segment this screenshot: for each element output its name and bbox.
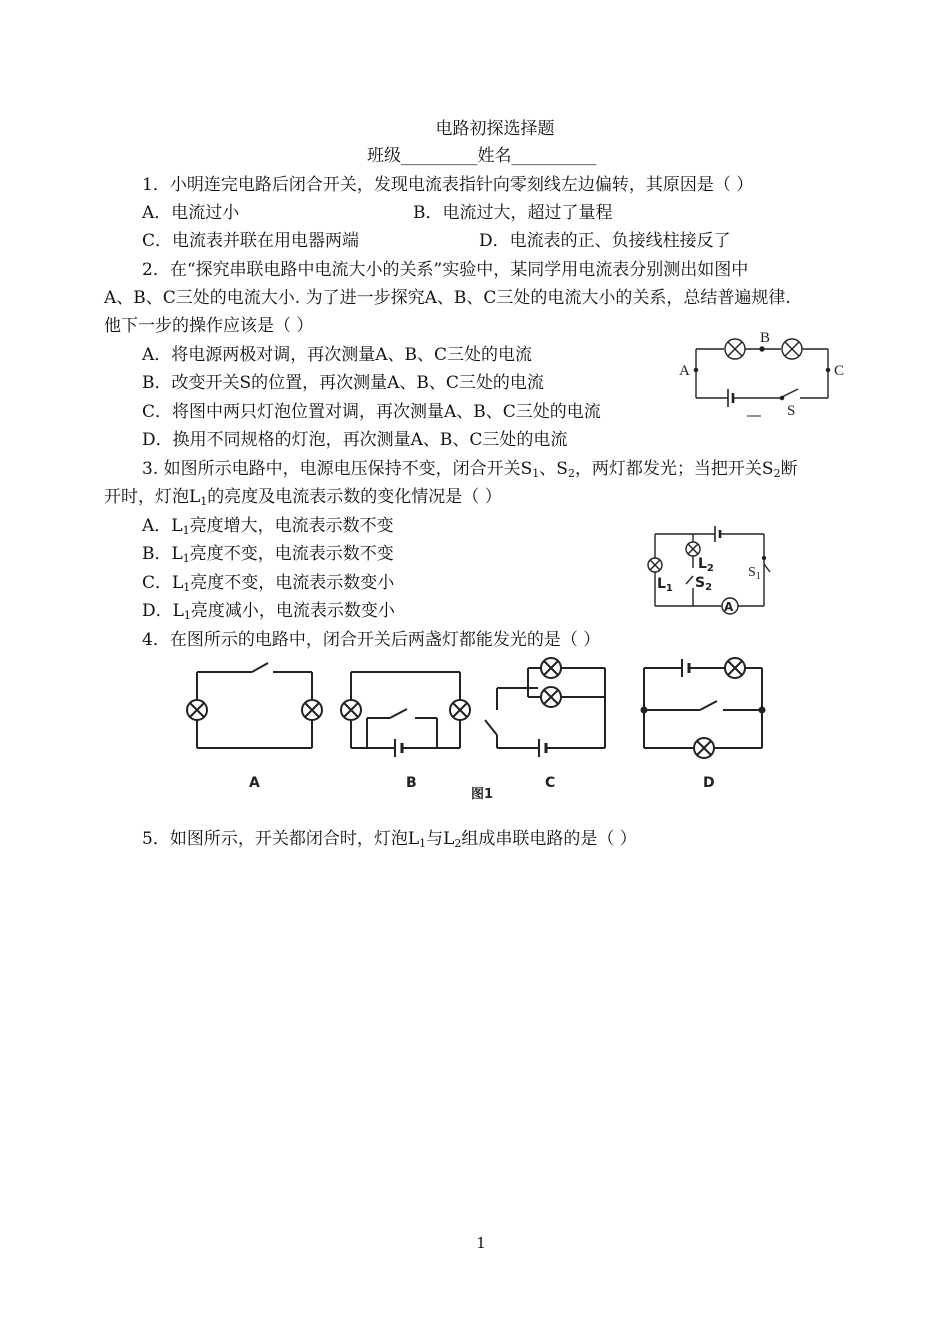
q4-stem: 4．在图所示的电路中，闭合开关后两盏灯都能发光的是（ ） xyxy=(142,630,601,650)
q2-stem-line3: 他下一步的操作应该是（ ） xyxy=(104,316,314,336)
q1-stem: 1．小明连完电路后闭合开关，发现电流表指针向零刻线左边偏转，其原因是（ ） xyxy=(142,175,754,195)
q3-option-b: B．$L_1$亮度不变，电流表示数不变 xyxy=(142,544,394,565)
q3-circuit-diagram xyxy=(640,522,775,618)
circuit-d xyxy=(642,658,765,758)
switch-s2-icon xyxy=(686,576,693,584)
q2-option-a: A．将电源两极对调，再次测量A、B、C三处的电流 xyxy=(142,345,533,365)
q3-option-d: D．$L_1$亮度减小，电流表示数变小 xyxy=(142,601,395,622)
switch-icon xyxy=(390,709,407,718)
switch-s1-icon xyxy=(764,564,770,572)
class-name-line: 班级_________姓名__________ xyxy=(367,146,597,166)
q3-option-c: C．$L_1$亮度不变，电流表示数变小 xyxy=(142,573,395,594)
q2-stem-line2: A、B、C三处的电流大小. 为了进一步探究A、B、C三处的电流大小的关系，总结普遍规律. xyxy=(104,288,791,308)
q2-stem-line1: 2．在“探究串联电路中电流大小的关系”实验中，某同学用电流表分别测出如图中 xyxy=(142,260,749,280)
label-s2: $S_2$ xyxy=(695,575,713,593)
label-s: S xyxy=(787,403,796,419)
circuit-b xyxy=(341,672,470,757)
label-s1: $S_1$ xyxy=(748,565,761,582)
q2-option-d: D．换用不同规格的灯泡，再次测量A、B、C三处的电流 xyxy=(142,430,568,450)
switch-icon xyxy=(700,701,717,710)
label-l1: $L_1$ xyxy=(657,576,673,594)
q3-stem-line2: 开时，灯泡$L_1$的亮度及电流表示数的变化情况是（ ） xyxy=(104,487,502,508)
circuit-c xyxy=(485,658,605,757)
label-c: C xyxy=(834,363,845,379)
label-b: B xyxy=(760,330,771,346)
q2-option-c: C．将图中两只灯泡位置对调，再次测量A、B、C三处的电流 xyxy=(142,402,601,422)
q2-circuit-diagram xyxy=(672,326,852,422)
q3-stem-line1: 3. 如图所示电路中，电源电压保持不变，闭合开关$S_1$、$S_2$，两灯都发光；当把开关$S_2$断 xyxy=(142,459,798,480)
page-title: 电路初探选择题 xyxy=(435,119,555,139)
q5-stem: 5．如图所示，开关都闭合时，灯泡$L_1$与$L_2$组成串联电路的是（ ） xyxy=(142,829,637,850)
label-a: A xyxy=(679,363,690,379)
page-number: 1 xyxy=(476,1234,486,1252)
circuit-a xyxy=(187,663,322,748)
q1-option-d: D．电流表的正、负接线柱接反了 xyxy=(479,231,731,251)
q3-option-a: A．$L_1$亮度增大，电流表示数不变 xyxy=(142,516,394,537)
q1-option-a: A．电流过小 xyxy=(142,203,240,223)
label-c: C xyxy=(545,775,556,791)
label-l2: $L_2$ xyxy=(698,556,714,574)
label-d: D xyxy=(703,775,715,791)
ammeter-label: A xyxy=(724,600,734,614)
switch-icon xyxy=(485,720,497,735)
label-a: A xyxy=(249,775,260,791)
q2-option-b: B．改变开关S的位置，再次测量A、B、C三处的电流 xyxy=(142,373,544,393)
q1-option-c: C．电流表并联在用电器两端 xyxy=(142,231,360,251)
figure-caption: 图1 xyxy=(471,787,494,800)
q4-circuit-figures xyxy=(185,655,775,800)
switch-icon xyxy=(252,663,268,672)
label-b: B xyxy=(406,775,417,791)
q1-option-b: B．电流过大，超过了量程 xyxy=(413,203,613,223)
